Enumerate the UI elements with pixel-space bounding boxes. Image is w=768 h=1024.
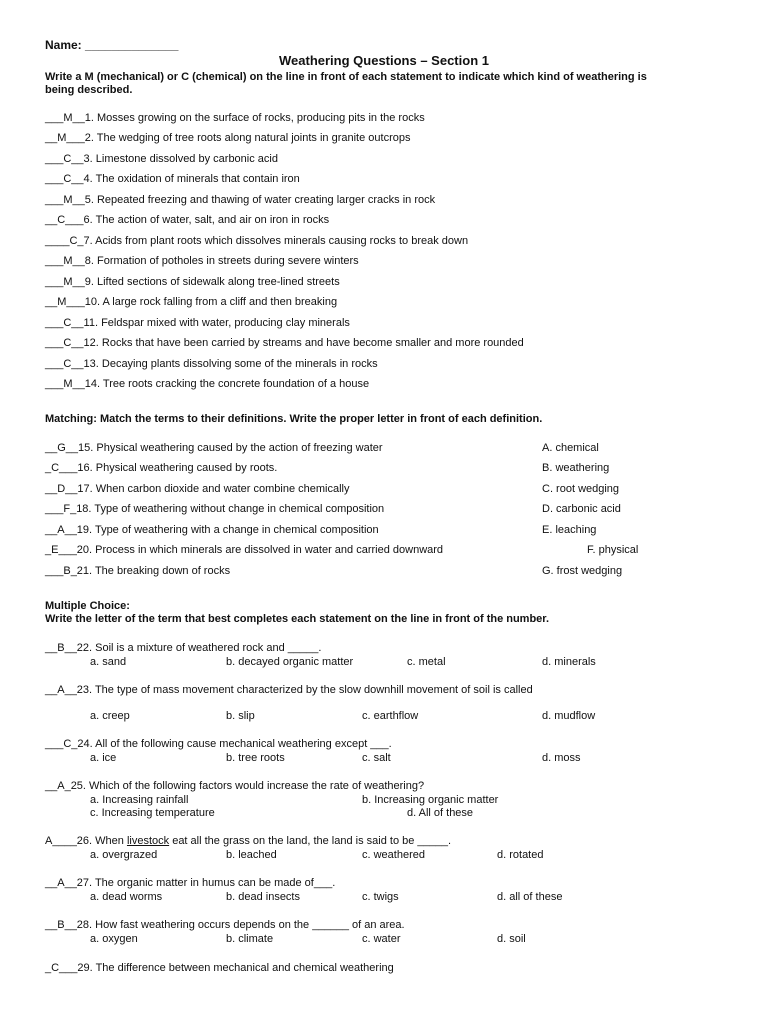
statement-6: __C___6. The action of water, salt, and air on iron in rocks	[45, 214, 330, 226]
statement-11: ___C__11. Feldspar mixed with water, producing clay minerals	[45, 317, 350, 329]
matching-question-16: _C___16. Physical weathering caused by roots.	[45, 462, 278, 474]
mc-25-option-d: d. All of these	[407, 807, 474, 819]
statement-7: ____C_7. Acids from plant roots which dissolves minerals causing rocks to break down	[45, 235, 469, 247]
mc-question-22: __B__22. Soil is a mixture of weathered rock and _____.	[45, 642, 322, 654]
mc-22-option-d: d. minerals	[542, 656, 596, 668]
instructions-line-2: being described.	[45, 84, 133, 96]
mc-26-suffix: eat all the grass on the land, the land is said to be _____.	[169, 835, 452, 847]
mc-27-option-c: c. twigs	[362, 891, 399, 903]
statement-10: __M___10. A large rock falling from a cliff and then breaking	[45, 296, 338, 308]
mc-22-option-c: c. metal	[407, 656, 446, 668]
name-field-label: Name: ______________	[45, 38, 179, 52]
matching-term-a: A. chemical	[542, 442, 599, 454]
matching-question-21: ___B_21. The breaking down of rocks	[45, 565, 231, 577]
multiple-choice-heading: Multiple Choice:	[45, 600, 130, 612]
statement-12: ___C__12. Rocks that have been carried by streams and have become smaller and more rounded	[45, 337, 524, 349]
mc-26-option-a: a. overgrazed	[90, 849, 158, 861]
mc-26-option-b: b. leached	[226, 849, 277, 861]
mc-28-option-a: a. oxygen	[90, 933, 138, 945]
matching-question-19: __A__19. Type of weathering with a change in chemical composition	[45, 524, 379, 536]
mc-26-option-c: c. weathered	[362, 849, 425, 861]
mc-question-25: __A_25. Which of the following factors would increase the rate of weathering?	[45, 780, 425, 792]
statement-13: ___C__13. Decaying plants dissolving some of the minerals in rocks	[45, 358, 378, 370]
mc-question-24: ___C_24. All of the following cause mechanical weathering except ___.	[45, 738, 392, 750]
mc-question-27: __A__27. The organic matter in humus can be made of___.	[45, 877, 336, 889]
matching-question-20: _E___20. Process in which minerals are dissolved in water and carried downward	[45, 544, 444, 556]
mc-26-prefix: A____26. When	[45, 835, 127, 847]
statement-9: ___M__9. Lifted sections of sidewalk along tree-lined streets	[45, 276, 340, 288]
mc-28-option-c: c. water	[362, 933, 401, 945]
mc-24-option-c: c. salt	[362, 752, 391, 764]
mc-question-26	[45, 834, 451, 848]
matching-question-15: __G__15. Physical weathering caused by the action of freezing water	[45, 442, 383, 454]
matching-term-d: D. carbonic acid	[542, 503, 621, 515]
page-title: Weathering Questions – Section 1	[279, 53, 489, 68]
mc-question-29: _C___29. The difference between mechanical and chemical weathering	[45, 962, 394, 974]
mc-25-option-c: c. Increasing temperature	[90, 807, 215, 819]
mc-27-option-a: a. dead worms	[90, 891, 163, 903]
statement-3: ___C__3. Limestone dissolved by carbonic acid	[45, 153, 278, 165]
statement-2: __M___2. The wedging of tree roots along natural joints in granite outcrops	[45, 132, 411, 144]
mc-23-option-a: a. creep	[90, 710, 130, 722]
mc-22-option-a: a. sand	[90, 656, 127, 668]
statement-14: ___M__14. Tree roots cracking the concrete foundation of a house	[45, 378, 370, 390]
instructions-line-1: Write a M (mechanical) or C (chemical) on the line in front of each statement to indicate which kind of weathering is	[45, 71, 647, 83]
mc-25-option-a: a. Increasing rainfall	[90, 794, 189, 806]
mc-24-option-a: a. ice	[90, 752, 117, 764]
statement-4: ___C__4. The oxidation of minerals that contain iron	[45, 173, 300, 185]
mc-28-option-d: d. soil	[497, 933, 526, 945]
matching-term-e: E. leaching	[542, 524, 597, 536]
mc-27-option-b: b. dead insects	[226, 891, 300, 903]
mc-25-option-b: b. Increasing organic matter	[362, 794, 499, 806]
mc-question-28: __B__28. How fast weathering occurs depends on the ______ of an area.	[45, 919, 405, 931]
mc-23-option-c: c. earthflow	[362, 710, 419, 722]
matching-question-18: ___F_18. Type of weathering without change in chemical composition	[45, 503, 385, 515]
livestock-link[interactable]: livestock	[126, 835, 170, 847]
mc-24-option-b: b. tree roots	[226, 752, 285, 764]
mc-24-option-d: d. moss	[542, 752, 581, 764]
statement-5: ___M__5. Repeated freezing and thawing of water creating larger cracks in rock	[45, 194, 436, 206]
multiple-choice-instructions: Write the letter of the term that best completes each statement on the line in front of the number.	[45, 613, 550, 625]
mc-28-option-b: b. climate	[226, 933, 274, 945]
matching-heading: Matching: Match the terms to their definitions. Write the proper letter in front of each definition.	[45, 413, 543, 425]
mc-22-option-b: b. decayed organic matter	[226, 656, 354, 668]
mc-27-option-d: d. all of these	[497, 891, 563, 903]
matching-term-f: F. physical	[587, 544, 639, 556]
matching-term-b: B. weathering	[542, 462, 610, 474]
mc-26-option-d: d. rotated	[497, 849, 544, 861]
statement-1: ___M__1. Mosses growing on the surface of rocks, producing pits in the rocks	[45, 112, 425, 124]
mc-question-23: __A__23. The type of mass movement characterized by the slow downhill movement of soil is called	[45, 684, 533, 696]
mc-23-option-b: b. slip	[226, 710, 255, 722]
matching-term-c: C. root wedging	[542, 483, 620, 495]
matching-question-17: __D__17. When carbon dioxide and water combine chemically	[45, 483, 350, 495]
statement-8: ___M__8. Formation of potholes in streets during severe winters	[45, 255, 359, 267]
mc-23-option-d: d. mudflow	[542, 710, 596, 722]
matching-term-g: G. frost wedging	[542, 565, 623, 577]
